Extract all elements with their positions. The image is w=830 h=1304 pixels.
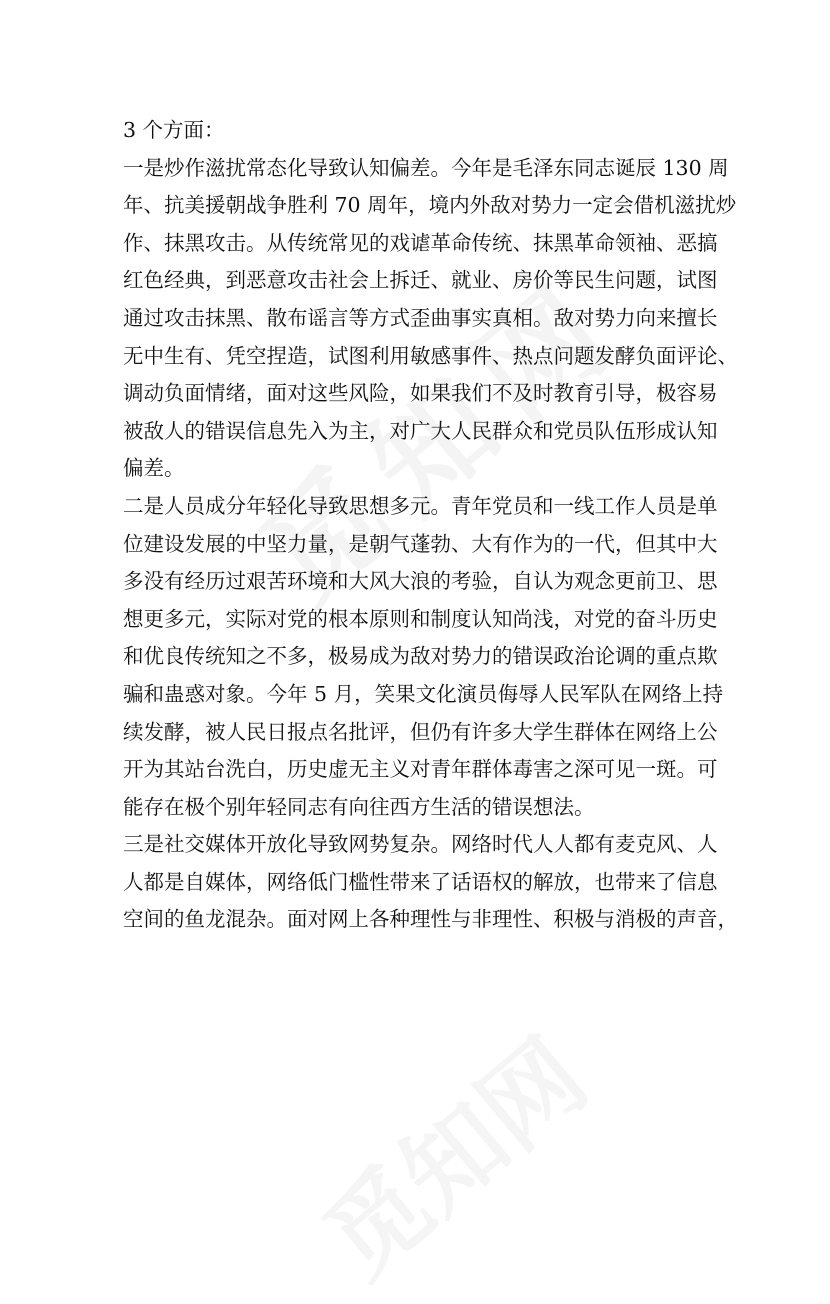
paragraph xyxy=(123,826,738,939)
text-line: 和优良传统知之不多，极易成为敌对势力的错误政治论调的重点欺 xyxy=(123,644,718,669)
paragraph xyxy=(123,112,715,150)
text-line: 被敌人的错误信息先入为主，对广大人民群众和党员队伍形成认知 xyxy=(123,418,718,443)
text-line: 开为其站台洗白，历史虚无主义对青年群体毒害之深可见一斑。可 xyxy=(123,757,718,782)
text-line: 年、抗美援朝战争胜利 70 周年，境内外敌对势力一定会借机滋扰炒 xyxy=(123,193,737,218)
text-line: 一是炒作滋扰常态化导致认知偏差。今年是毛泽东同志诞辰 130 周 xyxy=(123,155,729,180)
watermark-lower xyxy=(289,1000,611,1303)
text-line: 红色经典，到恶意攻击社会上拆迁、就业、房价等民生问题，试图 xyxy=(123,268,718,293)
text-line: 二是人员成分年轻化导致思想多元。青年党员和一线工作人员是单 xyxy=(123,493,718,518)
text-line: 续发酵，被人民日报点名批评，但仍有许多大学生群体在网络上公 xyxy=(123,719,718,744)
paragraph xyxy=(123,488,724,826)
text-line: 人都是自媒体，网络低门槛性带来了话语权的解放，也带来了信息 xyxy=(123,869,718,894)
document-body xyxy=(123,112,738,939)
text-line: 能存在极个别年轻同志有向往西方生活的错误想法。 xyxy=(123,794,595,819)
text-line: 作、抹黑攻击。从传统常见的戏谑革命传统、抹黑革命领袖、恶搞 xyxy=(123,230,718,255)
text-line: 三是社交媒体开放化导致网势复杂。网络时代人人都有麦克风、人 xyxy=(123,832,718,857)
text-line: 偏差。 xyxy=(123,456,185,481)
text-line: 想更多元，实际对党的根本原则和制度认知尚浅，对党的奋斗历史 xyxy=(123,606,718,631)
paragraph xyxy=(123,150,738,488)
text-line: 空间的鱼龙混杂。面对网上各种理性与非理性、积极与消极的声音， xyxy=(123,907,738,932)
text-line: 骗和蛊惑对象。今年 5 月，笑果文化演员侮辱人民军队在网络上持 xyxy=(123,681,724,706)
text-line: 调动负面情绪，面对这些风险，如果我们不及时教育引导，极容易 xyxy=(123,381,718,406)
text-line: 通过攻击抹黑、散布谣言等方式歪曲事实真相。敌对势力向来擅长 xyxy=(123,305,718,330)
text-line: 无中生有、凭空捏造，试图利用敏感事件、热点问题发酵负面评论、 xyxy=(123,343,738,368)
text-line: 位建设发展的中坚力量，是朝气蓬勃、大有作为的一代，但其中大 xyxy=(123,531,718,556)
text-line: 多没有经历过艰苦环境和大风大浪的考验，自认为观念更前卫、思 xyxy=(123,569,718,594)
text-line: 3 个方面： xyxy=(123,118,225,142)
